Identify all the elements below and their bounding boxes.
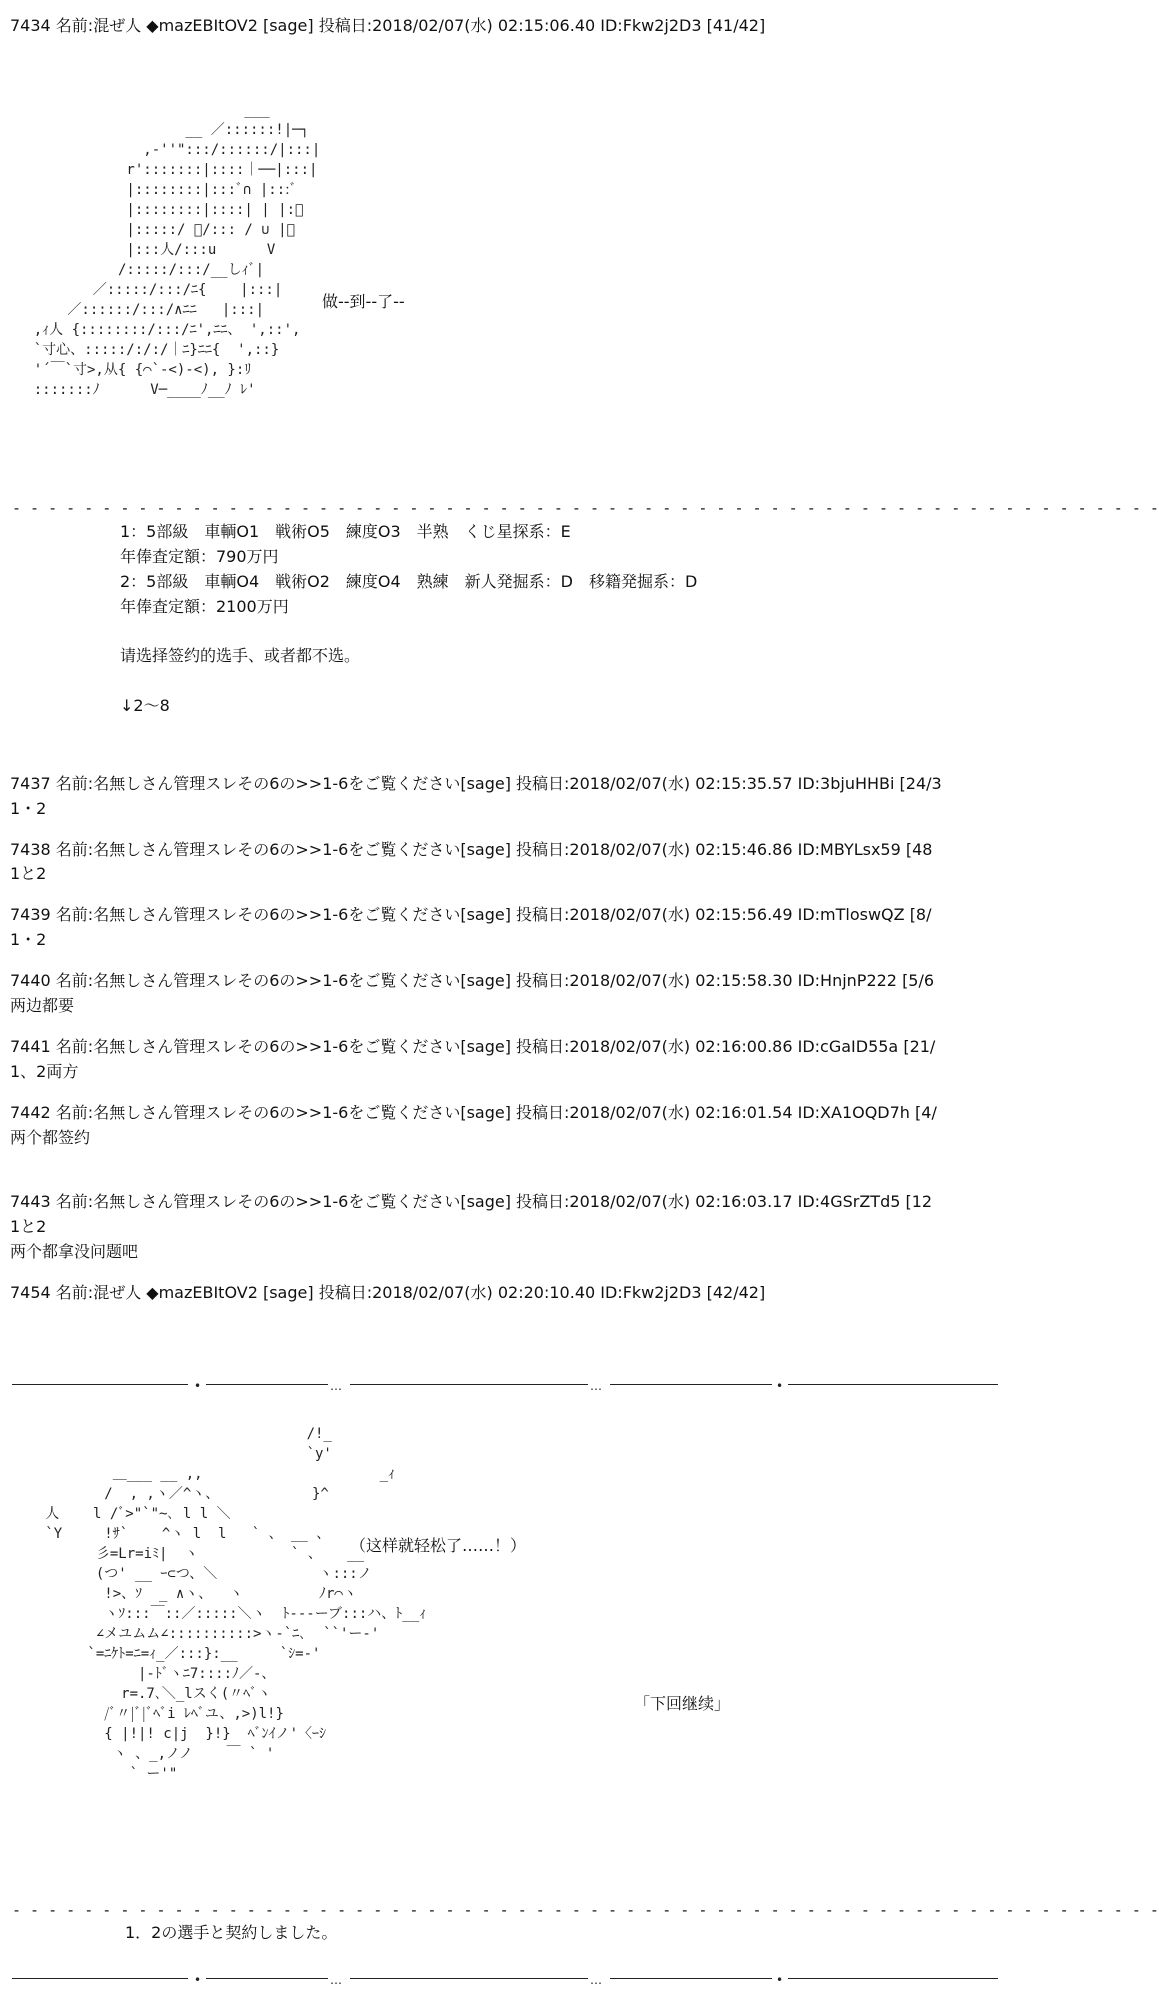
post-body-7442: 两个都签约 (10, 1128, 91, 1147)
ascii-art-1: ___ __ ／::::::!|─┐ ,-''":::/::::::/|:::| r':::::::|::::｜──|:::| |::::::::|:::ﾞ∩ |:::ﾞ |::::::::|::::| | |:ﾞ |:::::/ ﾞ/::: / ∪ |ﾞ |:::人/:::u V /:::::/:::/__しｨﾞ| ／:::::/:::/ﾆ{ |:::| ／::::::/:::/∧ﾆﾆ |:::| ,ｨ人 {::::::::/:::/ﾆ',ﾆﾆ、 ',::', `寸心、:::::/:/:/｜ﾆ}ﾆﾆ{ ',::} '´￣`寸>,从{ {⌒`-<)-<), }:ﾘ :::::::ﾉ V─____ﾉ__ﾉ ﾚ' (33, 102, 321, 398)
post-header-7441: 7441 名前:名無しさん管理スレその6の>>1-6をご覧ください[sage] 投稿日:2018/02/07(水) 02:16:00.86 ID:cGaID55a [21/ (10, 1037, 936, 1056)
post-header-7440: 7440 名前:名無しさん管理スレその6の>>1-6をご覧ください[sage] 投稿日:2018/02/07(水) 02:15:58.30 ID:HnjnP222 [5/6 (10, 971, 935, 990)
info-line-4: 年俸査定額：2100万円 (120, 597, 289, 616)
post-header-7438: 7438 名前:名無しさん管理スレその6の>>1-6をご覧ください[sage] 投稿日:2018/02/07(水) 02:15:46.86 ID:MBYLsx59 [48 (10, 840, 933, 859)
speech-text-1: 做--到--了-- (322, 292, 405, 311)
post-header-7442: 7442 名前:名無しさん管理スレその6の>>1-6をご覧ください[sage] 投稿日:2018/02/07(水) 02:16:01.54 ID:XA1OQD7h [4/ (10, 1103, 937, 1122)
divider-ruler-1: • … … • (12, 1374, 996, 1394)
post-header-7439: 7439 名前:名無しさん管理スレその6の>>1-6をご覧ください[sage] 投稿日:2018/02/07(水) 02:15:56.49 ID:mTloswQZ [8/ (10, 905, 932, 924)
dashed-divider-2: - - - - - - - - - - - - - - - - - - - - - - - - - - - - - - - - - - - - - - - - - - - - - - - - - - - - - - - - - - - - - - - - (12, 1901, 1159, 1919)
dashed-divider-1: - - - - - - - - - - - - - - - - - - - - - - - - - - - - - - - - - - - - - - - - - - - - - - - - - - - - - - - - - - - - - - - - (12, 499, 1159, 517)
info-line-3: 2：5部級 車輌O4 戦術O2 練度O4 熟練 新人発掘系：D 移籍発掘系：D (120, 572, 698, 591)
info-line-2: 年俸査定額：790万円 (120, 547, 279, 566)
post-body2-7443: 两个都拿没问题吧 (10, 1242, 139, 1261)
info-line-5: 请选择签约的选手、或者都不选。 (120, 646, 361, 665)
post-body-7439: 1・2 (10, 930, 47, 949)
post-header-7454: 7454 名前:混ぜ人 ◆mazEBItOV2 [sage] 投稿日:2018/02/07(水) 02:20:10.40 ID:Fkw2j2D3 [42/42] (10, 1283, 766, 1302)
info-line-1: 1：5部級 車輌O1 戦術O5 練度O3 半熟 くじ星探系：E (120, 522, 571, 541)
divider-ruler-2: • … … • (12, 1968, 996, 1988)
post-header-7434: 7434 名前:混ぜ人 ◆mazEBItOV2 [sage] 投稿日:2018/02/07(水) 02:15:06.40 ID:Fkw2j2D3 [41/42] (10, 16, 766, 35)
contract-result-text: 1．2の選手と契約しました。 (125, 1923, 338, 1942)
post-body-7440: 两边都要 (10, 996, 75, 1015)
post-header-7437: 7437 名前:名無しさん管理スレその6の>>1-6をご覧ください[sage] 投稿日:2018/02/07(水) 02:15:35.57 ID:3bjuHHBi [24/3 (10, 774, 942, 793)
post-body-7438: 1と2 (10, 864, 47, 883)
speech-text-2: （这样就轻松了……！） (350, 1536, 527, 1555)
next-time-text: 「下回继续」 (634, 1694, 731, 1713)
post-header-7443: 7443 名前:名無しさん管理スレその6の>>1-6をご覧ください[sage] 投稿日:2018/02/07(水) 02:16:03.17 ID:4GSrZTd5 [12 (10, 1192, 933, 1211)
post-body-7437: 1・2 (10, 799, 47, 818)
info-line-6: ↓2～8 (120, 696, 170, 715)
ascii-art-2: /!_ `y' ＿___ __ ,, _ｨ / , ,ヽ／^ヽ、 }^ 人 l /ﾞ>"`"~､ l l ＼ `Y !ｻ` ^ヽ l l ` 、 __ 、 彡=Lr=iﾐ| ヽ ` 、 __ (つ' __ ｰ⊂つ、＼ ヽ:::ノ !>、ｿ _ ∧ヽ、 ヽ ﾉr⌒ヽ ヽｿ:::￣::／:::::＼ヽ ﾄ--‐ーブ:::ハ、ﾄ__ｨ ∠メユムム∠::::::::::>ヽ-`ﾆ､ ``'ー-' `=ﾆｹﾄ=ﾆ=ｨ_／:::}:__ `ｼ=-' |-ﾄﾞヽﾆ7::::ﾉ／-、 r=.7､＼_lスく(〃ﾍﾞヽ /ﾞ〃|ﾞ|ﾞﾍﾞi ﾚﾍﾞユ、,>)l!} { |!|! c|j }!} ﾍﾞﾝｲノ'〈ｰｼ ヽ 、_,ノノ ￣ ` ' ` ー'" (45, 1426, 427, 1782)
post-body-7443: 1と2 (10, 1217, 47, 1236)
post-body-7441: 1、2両方 (10, 1062, 79, 1081)
